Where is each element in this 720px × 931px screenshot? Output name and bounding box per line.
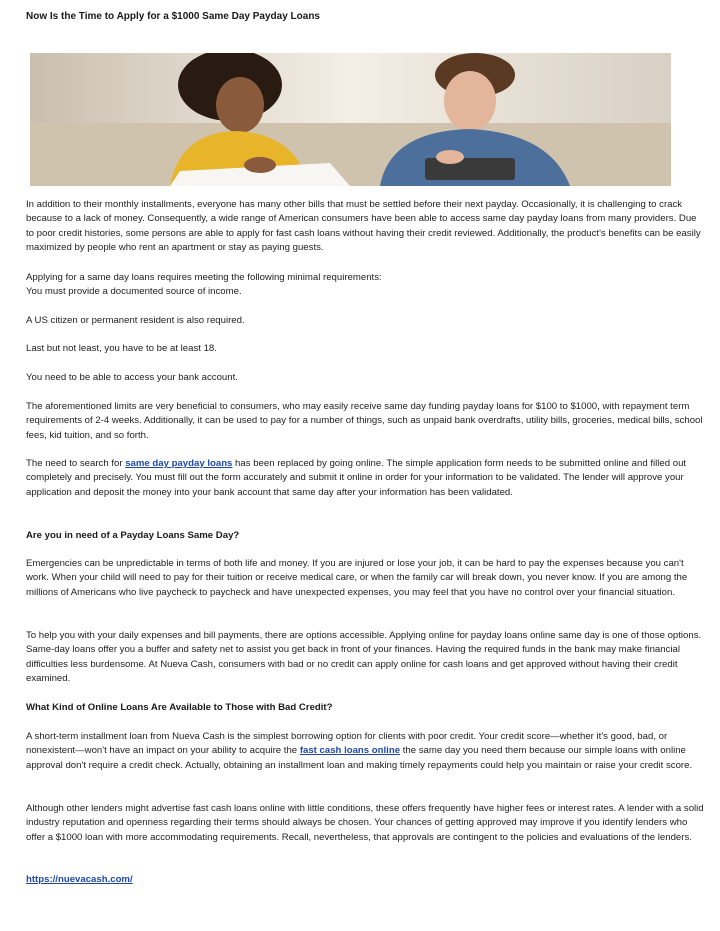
limits-paragraph: The aforementioned limits are very beneficial to consumers, who may easily receive same day funding payday loans for $100 to $1000, with repayment term requirements of 2-4 weeks. Additionally, it can be used to pay for a number of things, such as unpaid bank overdrafts, utility bills, groceries, medical bills, school fees, kid tuition, and so forth. [26, 401, 703, 441]
paragraph-text: The need to search for [26, 458, 126, 469]
options-paragraph: To help you with your daily expenses and bill payments, there are options accessible. Applying online for payday loans online same day is one of those options. Same-day loans offer you a buffer and safety net to assist you get back in front of your finances. Having the required funds in the bank may make financial difficulties less burdensome. At Nueva Cash, consumers with bad or no credit can apply online for cash loans and get approved without having their credit examined. [26, 630, 702, 685]
requirement-income: You must provide a documented source of income. [26, 286, 242, 297]
requirements-intro: Applying for a same day loans requires meeting the following minimal requirements: [26, 272, 382, 283]
hero-photo [30, 53, 671, 186]
requirement-citizenship: A US citizen or permanent resident is also required. [26, 315, 245, 326]
paragraph-text: the same day you need them because our simple loans with online approval don't require a credit check. Actually, obtaining an installment loan and making timely repayments could help you maintain or raise your credit score. [26, 745, 693, 771]
url-line [26, 873, 704, 887]
paragraph-text: A short-term installment loan from Nueva Cash is the simplest borrowing option for clients with poor credit. Your credit score—whether it's good, bad, or nonexistent—won't have an impact on your ability to acquire the [26, 731, 668, 757]
online-search-paragraph [26, 457, 704, 500]
fast-cash-loans-online-link[interactable]: fast cash loans online [299, 745, 401, 757]
nuevacash-url-link[interactable]: https://nuevacash.com/ [26, 874, 133, 885]
couple-photo-illustration [30, 53, 671, 186]
page-title: Now Is the Time to Apply for a $1000 Same Day Payday Loans [26, 11, 320, 22]
intro-paragraph: In addition to their monthly installments, everyone has many other bills that must be settled before their next payday. Occasionally, it is challenging to crack because to a lack of money. Consequently, a wide range of American consumers have been able to access same day payday loans from many providers. Due to poor credit histories, some persons are able to apply for fast cash loans without having their credit reviewed. Additionally, the product's benefits can be easily maximized by people who rent an apartment or stay as paying guests. [26, 199, 701, 254]
paragraph-text: has been replaced by going online. The simple application form needs to be submitted online and filled out completely and precisely. You must fill out the form accurately and submit it online in order for your information to be validated. The lender will approve your application and deposit the money into your bank account that same day after your information has been validated. [26, 458, 687, 498]
same-day-payday-loans-link[interactable]: same day payday loans [125, 458, 233, 469]
installment-loan-paragraph [26, 730, 704, 773]
requirement-age: Last but not least, you have to be at least 18. [26, 343, 217, 354]
requirement-bank-account: You need to be able to access your bank account. [26, 372, 238, 383]
section-heading-bad-credit: What Kind of Online Loans Are Available to Those with Bad Credit? [26, 702, 333, 713]
section-heading-need: Are you in need of a Payday Loans Same Day? [26, 530, 240, 541]
lenders-paragraph: Although other lenders might advertise fast cash loans online with little conditions, these offers frequently have higher fees or interest rates. A lender with a solid industry reputation and openness regarding their terms should always be chosen. Your chances of getting approved may improve if you identify lenders who offer a $1000 loan with more accommodating requirements. Recall, nevertheless, that approvals are contingent to the policies and evaluations of the lenders. [26, 803, 704, 843]
emergencies-paragraph: Emergencies can be unpredictable in terms of both life and money. If you are injured or lose your job, it can be hard to pay the expenses because you can't work. When your child will need to pay for their tuition or receive medical care, or when the family car will break down, you never know. If you are among the millions of Americans who live paycheck to paycheck and have unexpected expenses, you may feel that you have no control over your financial situation. [26, 558, 688, 598]
